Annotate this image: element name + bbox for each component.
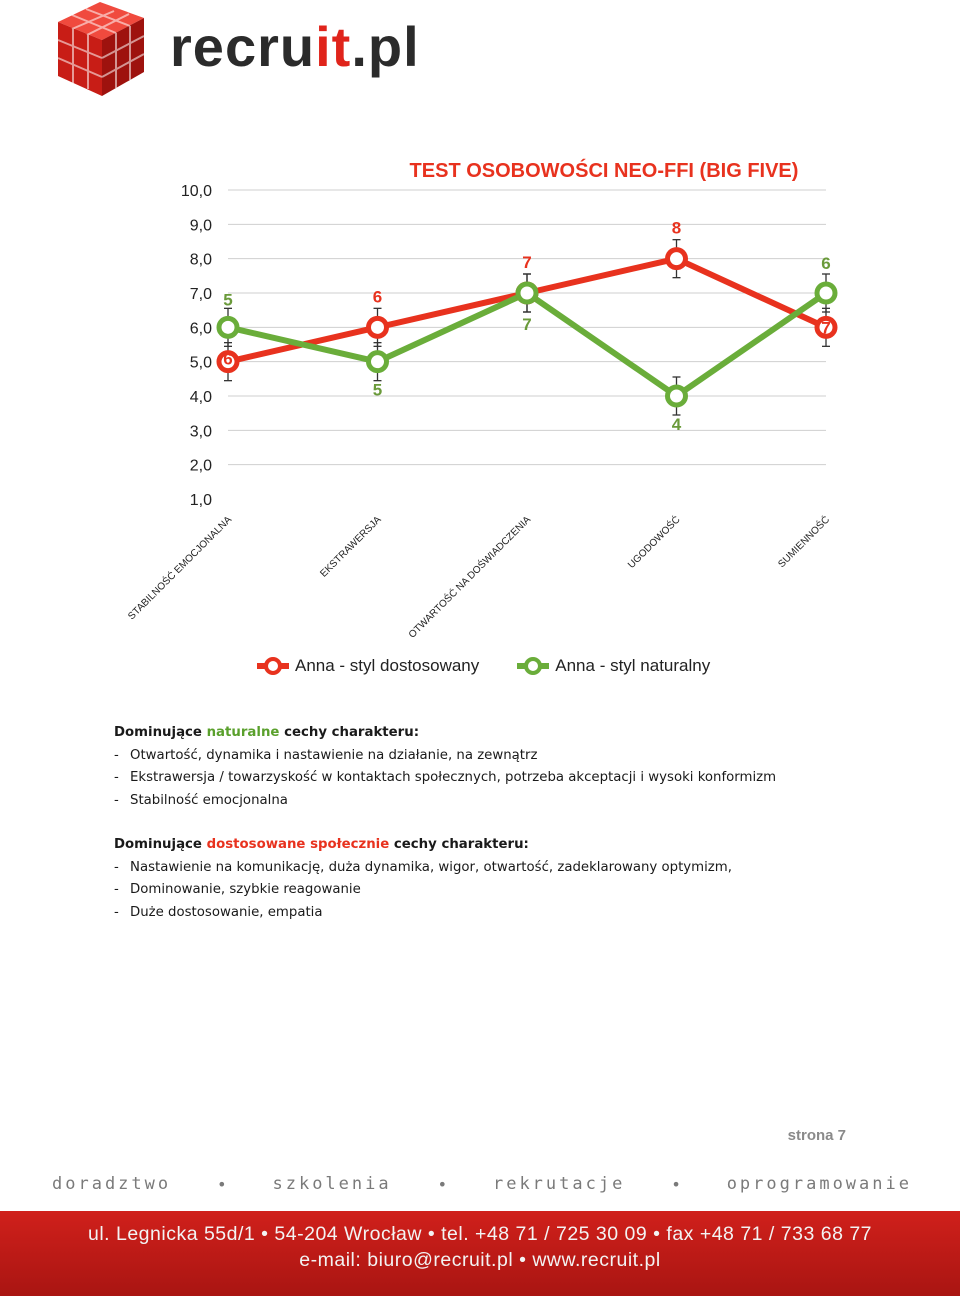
- y-tick-label: 1,0: [189, 492, 212, 509]
- data-point: [369, 318, 387, 336]
- y-tick-label: 8,0: [189, 251, 212, 269]
- legend-marker-red: [255, 656, 291, 676]
- y-tick-label: 6,0: [189, 320, 212, 338]
- data-point: [369, 353, 387, 371]
- data-label: 6: [223, 349, 233, 369]
- list-item: - Nastawienie na komunikację, duża dynamika, wigor, otwartość, zadeklarowany optymizm,: [114, 859, 732, 875]
- x-tick-label: EKSTRAWERSJA: [318, 514, 384, 580]
- list-item: - Ekstrawersja / towarzyskość w kontaktach społecznych, potrzeba akceptacji i wysoki konformizm: [114, 770, 777, 785]
- list-item: - Otwartość, dynamika i nastawienie na działanie, na zewnątrz: [114, 747, 538, 763]
- service-training: szkolenia: [272, 1174, 392, 1194]
- data-label: 5: [223, 290, 233, 310]
- x-tick-label: OTWARTOŚĆ NA DOŚWIADCZENIA: [406, 514, 534, 641]
- y-tick-label: 4,0: [189, 389, 212, 406]
- footer-address: ul. Legnicka 55d/1 • 54-204 Wrocław • tel. +48 71 / 725 30 09 • fax +48 71 / 733 68 77: [87, 1223, 873, 1245]
- data-point: [817, 284, 835, 302]
- svg-text:recruit.pl: [170, 15, 420, 78]
- chart-title: TEST OSOBOWOŚCI NEO-FFI (BIG FIVE): [409, 160, 799, 182]
- x-tick-label: STABILNOŚĆ EMOCJONALNA: [126, 514, 235, 623]
- service-recruitment: rekrutacje: [492, 1174, 626, 1194]
- legend-marker-green: [515, 656, 551, 676]
- data-point: [219, 318, 237, 336]
- list-item: - Dominowanie, szybkie reagowanie: [114, 882, 361, 897]
- data-label: 8: [671, 218, 682, 238]
- page-number: strona 7: [787, 1127, 846, 1144]
- data-point: [668, 250, 686, 268]
- y-tick-label: 7,0: [189, 286, 212, 303]
- y-tick-label: 3,0: [189, 423, 212, 441]
- list-item: - Stabilność emocjonalna: [114, 792, 288, 808]
- chart-legend: [255, 656, 736, 676]
- list-item: - Duże dostosowanie, empatia: [114, 904, 323, 920]
- logo-text-tail: .pl: [351, 15, 420, 78]
- y-tick-label: 9,0: [189, 217, 212, 235]
- y-tick-label: 10,0: [180, 183, 212, 200]
- social-traits-block: [114, 834, 874, 924]
- legend-item-natural: [515, 656, 710, 676]
- data-label: 7: [522, 315, 532, 334]
- data-label: 5: [372, 380, 383, 400]
- separator-dot: •: [671, 1174, 681, 1194]
- data-label: 6: [372, 287, 383, 307]
- separator-dot: •: [437, 1174, 448, 1194]
- separator-dot: •: [216, 1174, 227, 1194]
- natural-traits-block: [114, 722, 874, 812]
- legend-label-adjusted: Anna - styl dostosowany: [295, 656, 480, 675]
- service-consulting: doradztwo: [52, 1174, 172, 1194]
- data-label: 6: [821, 254, 831, 273]
- data-point: [668, 387, 686, 405]
- neo-ffi-chart: [0, 140, 960, 700]
- recruit-logo: [52, 0, 452, 100]
- logo-text-red: it: [315, 15, 352, 78]
- traits-section: [114, 722, 874, 946]
- legend-item-adjusted: [255, 656, 479, 676]
- social-traits-heading: Dominujące dostosowane społecznie cechy charakteru:: [114, 837, 529, 852]
- services-bar: [52, 1174, 912, 1194]
- x-tick-label: UGODOWOŚĆ: [626, 514, 683, 571]
- service-software: oprogramowanie: [726, 1174, 912, 1194]
- y-tick-label: 2,0: [189, 457, 212, 475]
- data-point: [518, 284, 536, 302]
- footer-bar: [0, 1211, 960, 1296]
- legend-label-natural: Anna - styl naturalny: [555, 656, 711, 675]
- cube-icon: [58, 2, 144, 96]
- natural-traits-heading: Dominujące naturalne cechy charakteru:: [114, 725, 420, 740]
- data-label: 7: [821, 318, 831, 338]
- data-label: 7: [522, 253, 532, 272]
- data-label: 4: [671, 415, 682, 434]
- x-tick-label: SUMIENNOŚĆ: [776, 514, 833, 571]
- y-tick-label: 5,0: [189, 354, 212, 372]
- footer-contact: e-mail: biuro@recruit.pl • www.recruit.pl: [299, 1249, 661, 1271]
- logo-text-dark: recru: [170, 15, 316, 78]
